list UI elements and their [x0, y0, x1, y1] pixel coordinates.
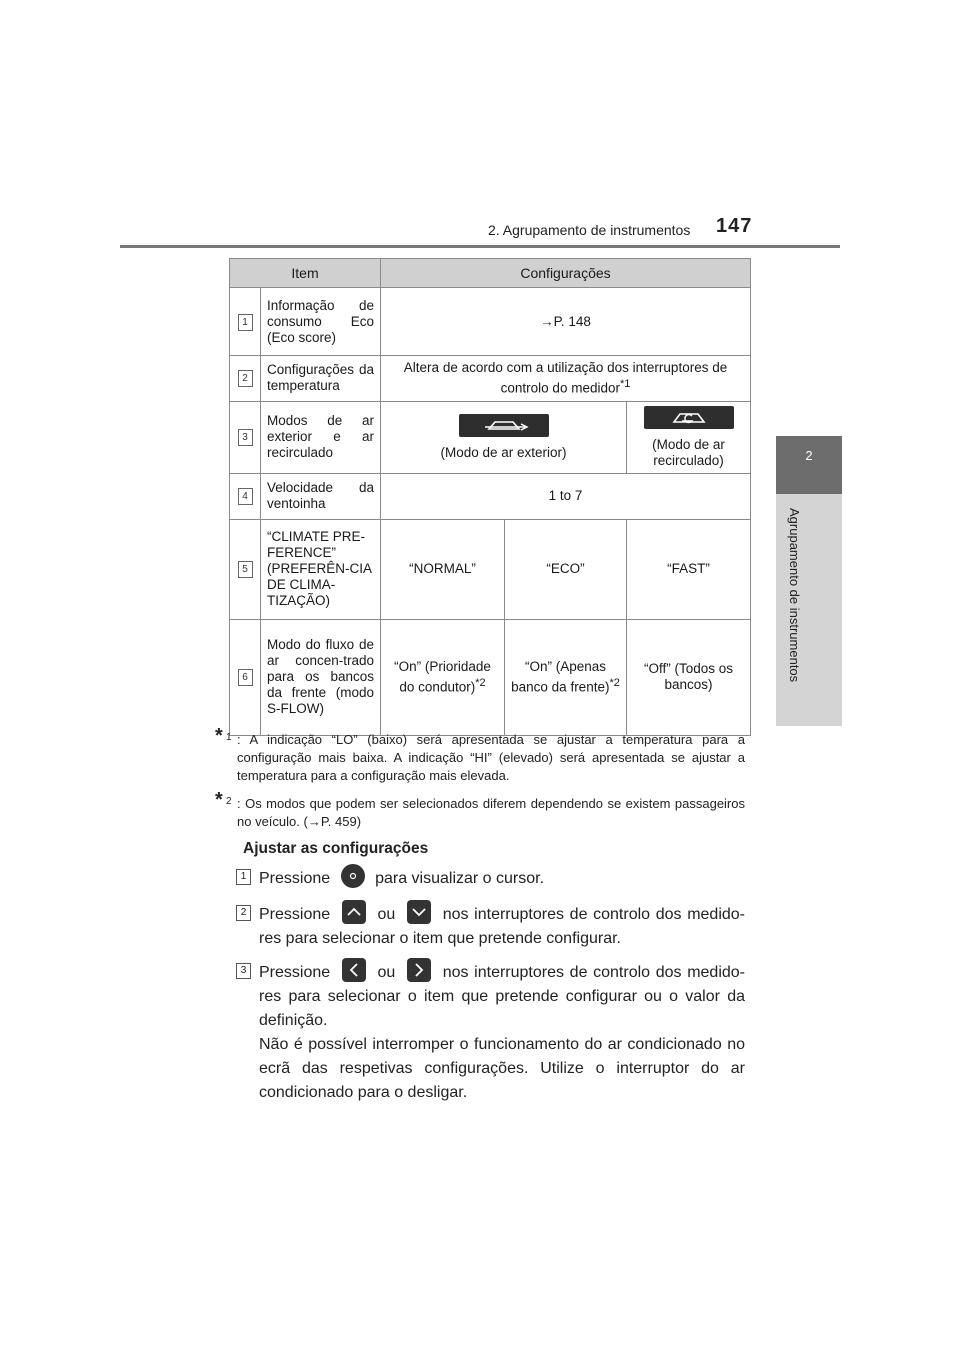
table-row [230, 519, 751, 619]
row-value: (Modo de ar exterior) [440, 444, 567, 460]
table-row [230, 401, 751, 473]
footnote-mark: * [215, 725, 223, 747]
row-item: Informação de consumo Eco (Eco score) [261, 288, 381, 356]
footnote-number: 2 [226, 796, 232, 807]
row-value: Altera de acordo com a utilização dos interruptores de controlo do medidor [403, 360, 728, 396]
row-item: Modo do fluxo de ar concen-trado para os bancos da frente (modo S-FLOW) [261, 619, 381, 735]
step-note: Não é possível interromper o funcionamento do ar condicionado no ecrã das respetivas configurações. Utilize o interruptor do ar condicionado para o desligar. [259, 1036, 745, 1101]
footnote-mark: * [215, 789, 223, 811]
row-value: “On” (Apenas banco da frente) [511, 658, 610, 695]
step-text: ou [377, 906, 396, 923]
row-value: “FAST” [627, 519, 751, 619]
footnote-1 [215, 725, 745, 785]
row-value: 1 to 7 [381, 473, 751, 519]
footnote-text: : A indicação “LO” (baixo) será apresentada se ajustar a temperatura para a configuração mais baixa. A indicação “HI” (elevado) será apresentada se ajustar a temperatura para a configuração mais elevada. [237, 732, 745, 783]
step-text: Pressione [259, 870, 331, 887]
step-text: ou [377, 964, 396, 981]
table-row [230, 473, 751, 519]
row-item: Velocidade da ventoinha [261, 473, 381, 519]
step-number: 1 [236, 869, 251, 885]
table-row [230, 288, 751, 356]
footnote-ref: *2 [609, 676, 620, 689]
header-item: Item [230, 259, 381, 288]
table-header-row [230, 259, 751, 288]
row-value: “On” (Prioridade do condutor) [394, 658, 491, 695]
section-title: 2. Agrupamento de instrumentos [488, 222, 691, 238]
step-number: 2 [236, 905, 251, 921]
table-row [230, 356, 751, 402]
row-number: 1 [238, 314, 253, 331]
footnote-text: : Os modos que podem ser selecionados diferem dependendo se existem passageiros no veículo. (→P. 459) [237, 796, 745, 829]
chevron-down-icon [407, 900, 431, 924]
chapter-tab-number-block [776, 436, 842, 494]
step-text: nos interruptores de controlo dos medido-res para selecionar o item que pretende configurar ou o valor da definição. [259, 964, 746, 1029]
footnote-number: 1 [226, 732, 232, 743]
step-3 [259, 958, 745, 1105]
row-value: (Modo de ar recirculado) [652, 436, 725, 468]
table-row [230, 619, 751, 735]
step-text: Pressione [259, 964, 331, 981]
header-settings: Configurações [381, 259, 751, 288]
step-text: para visualizar o cursor. [375, 870, 545, 887]
page-number: 147 [716, 215, 753, 237]
row-item: Modos de ar exterior e ar recirculado [261, 401, 381, 473]
step-number: 3 [236, 963, 251, 979]
subsection-title: Ajustar as configurações [243, 840, 429, 857]
round-button-icon [341, 864, 365, 888]
step-1 [259, 864, 745, 891]
footnote-2 [215, 789, 745, 831]
chevron-right-icon [407, 958, 431, 982]
row-value: “ECO” [505, 519, 627, 619]
recirculated-air-mode-icon [644, 406, 734, 429]
step-text: nos interruptores de controlo dos medido-res para selecionar o item que pretende configurar. [259, 906, 746, 947]
row-value: →P. 148 [381, 288, 751, 356]
header-rule [120, 245, 840, 248]
row-number: 5 [238, 561, 253, 578]
outside-air-mode-icon [459, 414, 549, 437]
footnote-ref: *2 [475, 676, 486, 689]
chapter-title: Agrupamento de instrumentos [787, 508, 802, 683]
row-number: 4 [238, 488, 253, 505]
settings-table [229, 258, 751, 736]
row-item: “CLIMATE PRE-FERENCE” (PREFERÊN-CIA DE CLIMA-TIZAÇÃO) [261, 519, 381, 619]
step-2 [259, 900, 745, 951]
chevron-left-icon [342, 958, 366, 982]
row-number: 3 [238, 429, 253, 446]
chevron-up-icon [342, 900, 366, 924]
chapter-number: 2 [805, 448, 813, 463]
row-number: 2 [238, 370, 253, 387]
footnote-ref: *1 [619, 378, 631, 390]
row-value: “NORMAL” [381, 519, 505, 619]
row-item: Configurações da temperatura [261, 356, 381, 402]
row-number: 6 [238, 669, 253, 686]
row-value: “Off” (Todos os bancos) [627, 619, 751, 735]
step-text: Pressione [259, 906, 331, 923]
